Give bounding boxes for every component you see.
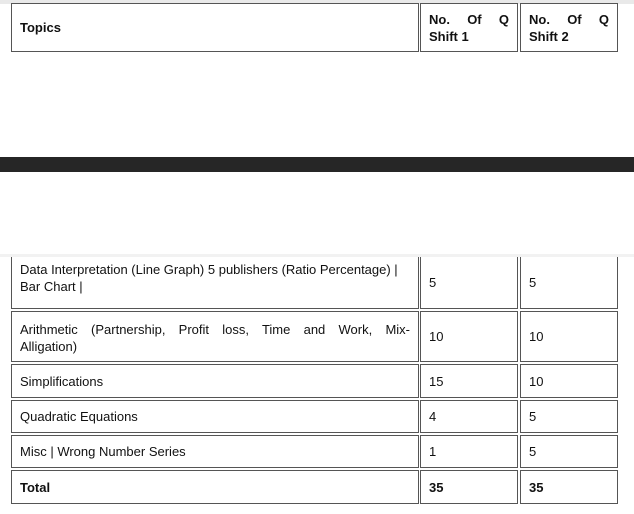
header-shift2-line2: Shift 2 <box>529 29 569 44</box>
row-shift2-cell <box>520 435 618 468</box>
total-label: Total <box>20 479 51 495</box>
row-shift2-value: 10 <box>529 329 544 344</box>
header-shift1-cell <box>420 3 518 52</box>
row-shift1-value: 4 <box>429 409 437 424</box>
row-shift1-cell <box>420 257 518 309</box>
row-shift2-value: 5 <box>529 409 537 424</box>
total-shift1-value: 35 <box>429 479 444 495</box>
table-row <box>11 435 419 468</box>
header-shift2-cell <box>520 3 618 52</box>
row-shift1-value: 5 <box>429 275 437 290</box>
total-shift2-value: 35 <box>529 479 544 495</box>
row-shift2-cell <box>520 311 618 362</box>
row-topic-line2: Bar Chart | <box>20 279 83 294</box>
row-shift2-value: 5 <box>529 275 537 290</box>
header-shift2-line1: No. Of Q <box>529 12 609 27</box>
table-row <box>11 364 419 398</box>
row-shift2-cell <box>520 257 618 309</box>
header-topics: Topics <box>20 20 61 35</box>
row-topic: Simplifications <box>20 373 104 389</box>
total-shift2-cell <box>520 470 618 504</box>
header-shift1-line2: Shift 1 <box>429 29 469 44</box>
table-row <box>11 257 419 309</box>
row-shift1-value: 15 <box>429 373 444 389</box>
row-shift2-cell <box>520 364 618 398</box>
row-topic-line2: Alligation) <box>20 339 78 354</box>
row-shift1-cell <box>420 311 518 362</box>
row-topic-line1: Data Interpretation (Line Graph) 5 publishers (Ratio Percentage) | <box>20 262 398 277</box>
row-shift2-cell <box>520 400 618 433</box>
header-shift1-line1: No. Of Q <box>429 12 509 27</box>
row-shift1-value: 10 <box>429 329 444 344</box>
row-shift1-cell <box>420 400 518 433</box>
header-topics-cell <box>11 3 419 52</box>
table-row <box>11 311 419 362</box>
total-row <box>11 470 419 504</box>
row-shift1-cell <box>420 435 518 468</box>
row-shift2-value: 10 <box>529 373 544 389</box>
dark-divider-bar <box>0 157 634 172</box>
table-row <box>11 400 419 433</box>
row-topic: Misc | Wrong Number Series <box>20 444 186 459</box>
row-topic: Quadratic Equations <box>20 409 138 424</box>
row-shift2-value: 5 <box>529 444 537 459</box>
row-shift1-value: 1 <box>429 444 437 459</box>
row-topic-line1: Arithmetic (Partnership, Profit loss, Time and Work, Mix- <box>20 322 410 337</box>
total-shift1-cell <box>420 470 518 504</box>
row-shift1-cell <box>420 364 518 398</box>
